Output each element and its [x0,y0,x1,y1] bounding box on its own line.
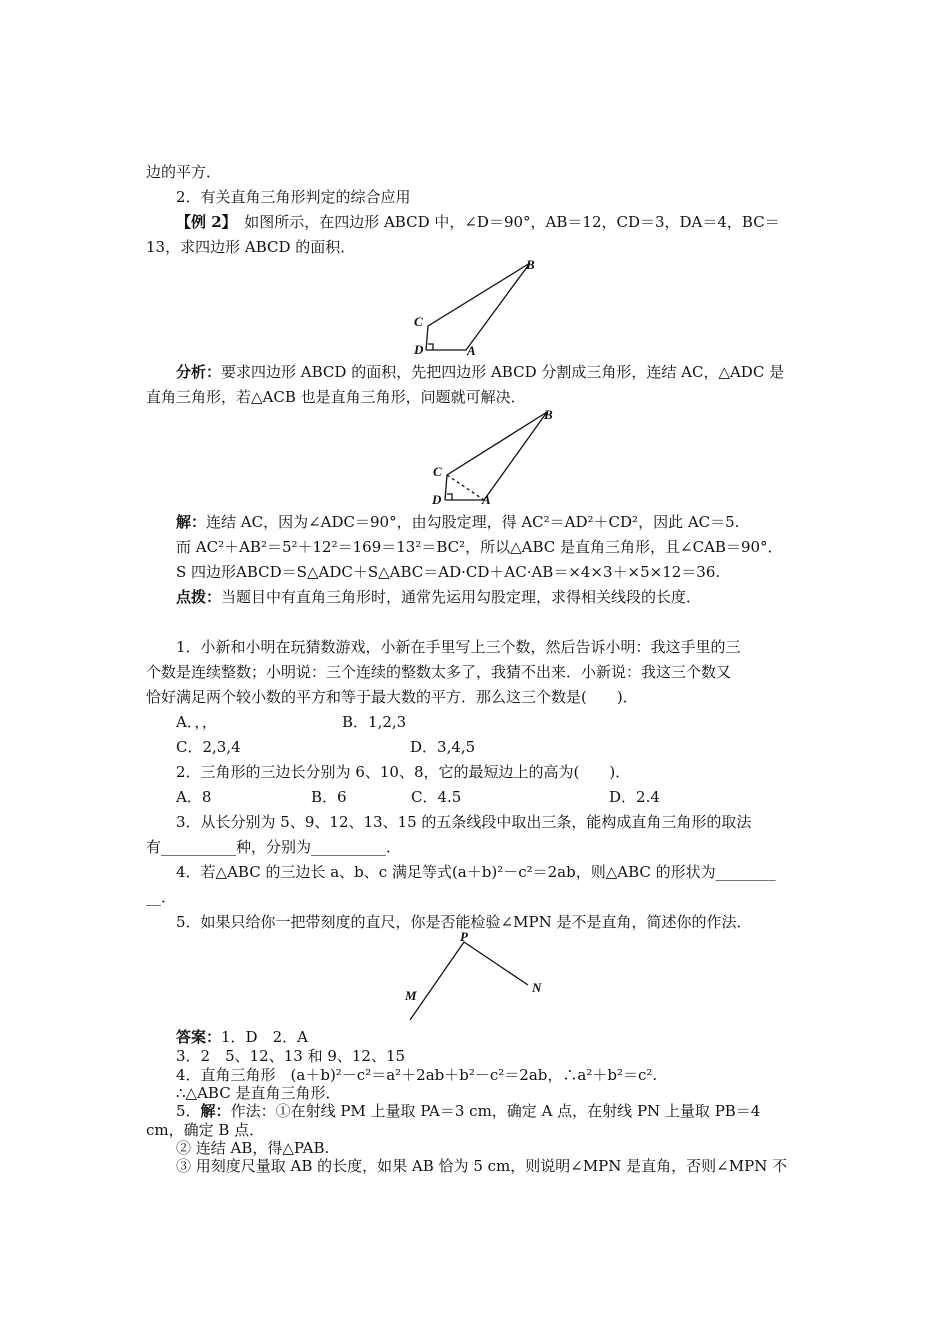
label-b: B [544,407,553,422]
label-d: D [414,342,424,357]
option-b: B．6 [311,788,347,806]
label-a: A [482,492,491,507]
text-line: S 四边形ABCD＝S△ADC＋S△ABC＝AD·CD＋AC·AB＝×4×3＋×5×12＝36. [176,563,721,581]
text-line: 恰好满足两个较小数的平方和等于最大数的平方．那么这三个数是( )． [146,688,638,706]
text-line: 有__________种，分别为__________． [146,838,402,856]
text-line: ③ 用刻度尺量取 AB 的长度，如果 AB 恰为 5 cm，则说明∠MPN 是直角，否则∠MPN 不 [176,1157,788,1175]
section-heading: 2．有关直角三角形判定的综合应用 [176,188,411,206]
answer-text: 1．D 2．A [221,1028,308,1046]
answer-line [176,1028,308,1046]
option-a: A．8 [176,788,212,806]
label-a: A [467,343,476,358]
example-text: 如图所示，在四边形 ABCD 中，∠D＝90°，AB＝12，CD＝3，DA＝4，BC＝ [244,213,780,231]
option-c: C．2,3,4 [176,738,241,756]
tip-tag: 点拨： [176,588,222,606]
text-line: 边的平方． [146,163,222,181]
text-line: ② 连结 AB，得△PAB. [176,1139,330,1157]
text-line: 3．2 5、12、13 和 9、12、15 [176,1047,406,1065]
text-line: 而 AC²＋AB²＝5²＋12²＝169＝13²＝BC²，所以△ABC 是直角三角形，且∠CAB＝90°． [176,538,783,556]
example-line [176,212,780,232]
question-2: 2．三角形的三边长分别为 6、10、8，它的最短边上的高为( )． [176,763,631,781]
text-line: 4．直角三角形 (a＋b)²－c²＝a²＋2ab＋b²－c²＝2ab，∴a²＋b²＝c². [176,1066,658,1084]
text-line: ∴△ABC 是直角三角形． [176,1084,341,1102]
solution-text: 连结 AC，因为∠ADC＝90°，由勾股定理，得 AC²＝AD²＋CD²，因此 AC＝5. [206,513,740,531]
answer-5-text: 作法：①在射线 PM 上量取 PA＝3 cm，确定 A 点，在射线 PN 上量取 PB＝4 [230,1102,761,1120]
option-a: A．，， [176,713,217,731]
tip-line [176,587,701,607]
question-3: 3．从长分别为 5、9、12、13、15 的五条线段中取出三条，能构成直角三角形的取法 [176,813,752,831]
label-p: P [460,930,468,944]
answer-5-number: 5． [176,1102,201,1120]
answer-tag: 答案： [176,1028,222,1046]
quadrilateral-diagonal-figure [420,404,580,508]
analysis-text: 要求四边形 ABCD 的面积，先把四边形 ABCD 分割成三角形，连结 AC，△ADC 是 [221,363,785,381]
tip-text: 当题目中有直角三角形时，通常先运用勾股定理，求得相关线段的长度． [221,588,702,606]
option-b: B．1,2,3 [342,713,407,731]
label-c: C [414,314,423,329]
text-line: cm，确定 B 点． [146,1121,265,1139]
question-4: 4．若△ABC 的三边长 a、b、c 满足等式(a＋b)²－c²＝2ab，则△ABC 的形状为________ [176,863,776,881]
option-d: D．3,4,5 [410,738,476,756]
label-c: C [433,464,442,479]
solution-tag: 解： [200,1102,231,1120]
analysis-tag: 分析： [176,363,222,381]
label-d: D [432,492,442,507]
question-5: 5．如果只给你一把带刻度的直尺，你是否能检验∠MPN 是不是直角，简述你的作法． [176,913,752,931]
option-c: C．4.5 [411,788,462,806]
label-m: M [405,988,417,1003]
analysis-line [176,362,784,382]
label-n: N [532,980,542,995]
solution-tag: 解： [176,513,207,531]
angle-mpn-figure [398,930,550,1026]
text-line: 直角三角形，若△ACB 也是直角三角形，问题就可解决． [146,388,526,406]
solution-line [176,512,739,532]
option-d: D．2.4 [609,788,660,806]
label-b: B [526,257,535,272]
answer-5-line [176,1102,760,1120]
example-tag: 【例 2】 [176,213,230,231]
quadrilateral-figure [400,254,560,358]
text-line: 个数是连续整数；小明说：三个连续的整数太多了，我猜不出来．小新说：我这三个数又 [146,663,732,681]
text-line: __． [146,888,177,906]
question-1: 1．小新和小明在玩猜数游戏，小新在手里写上三个数，然后告诉小明：我这手里的三 [176,638,741,656]
text-line: 13，求四边形 ABCD 的面积． [146,238,356,256]
